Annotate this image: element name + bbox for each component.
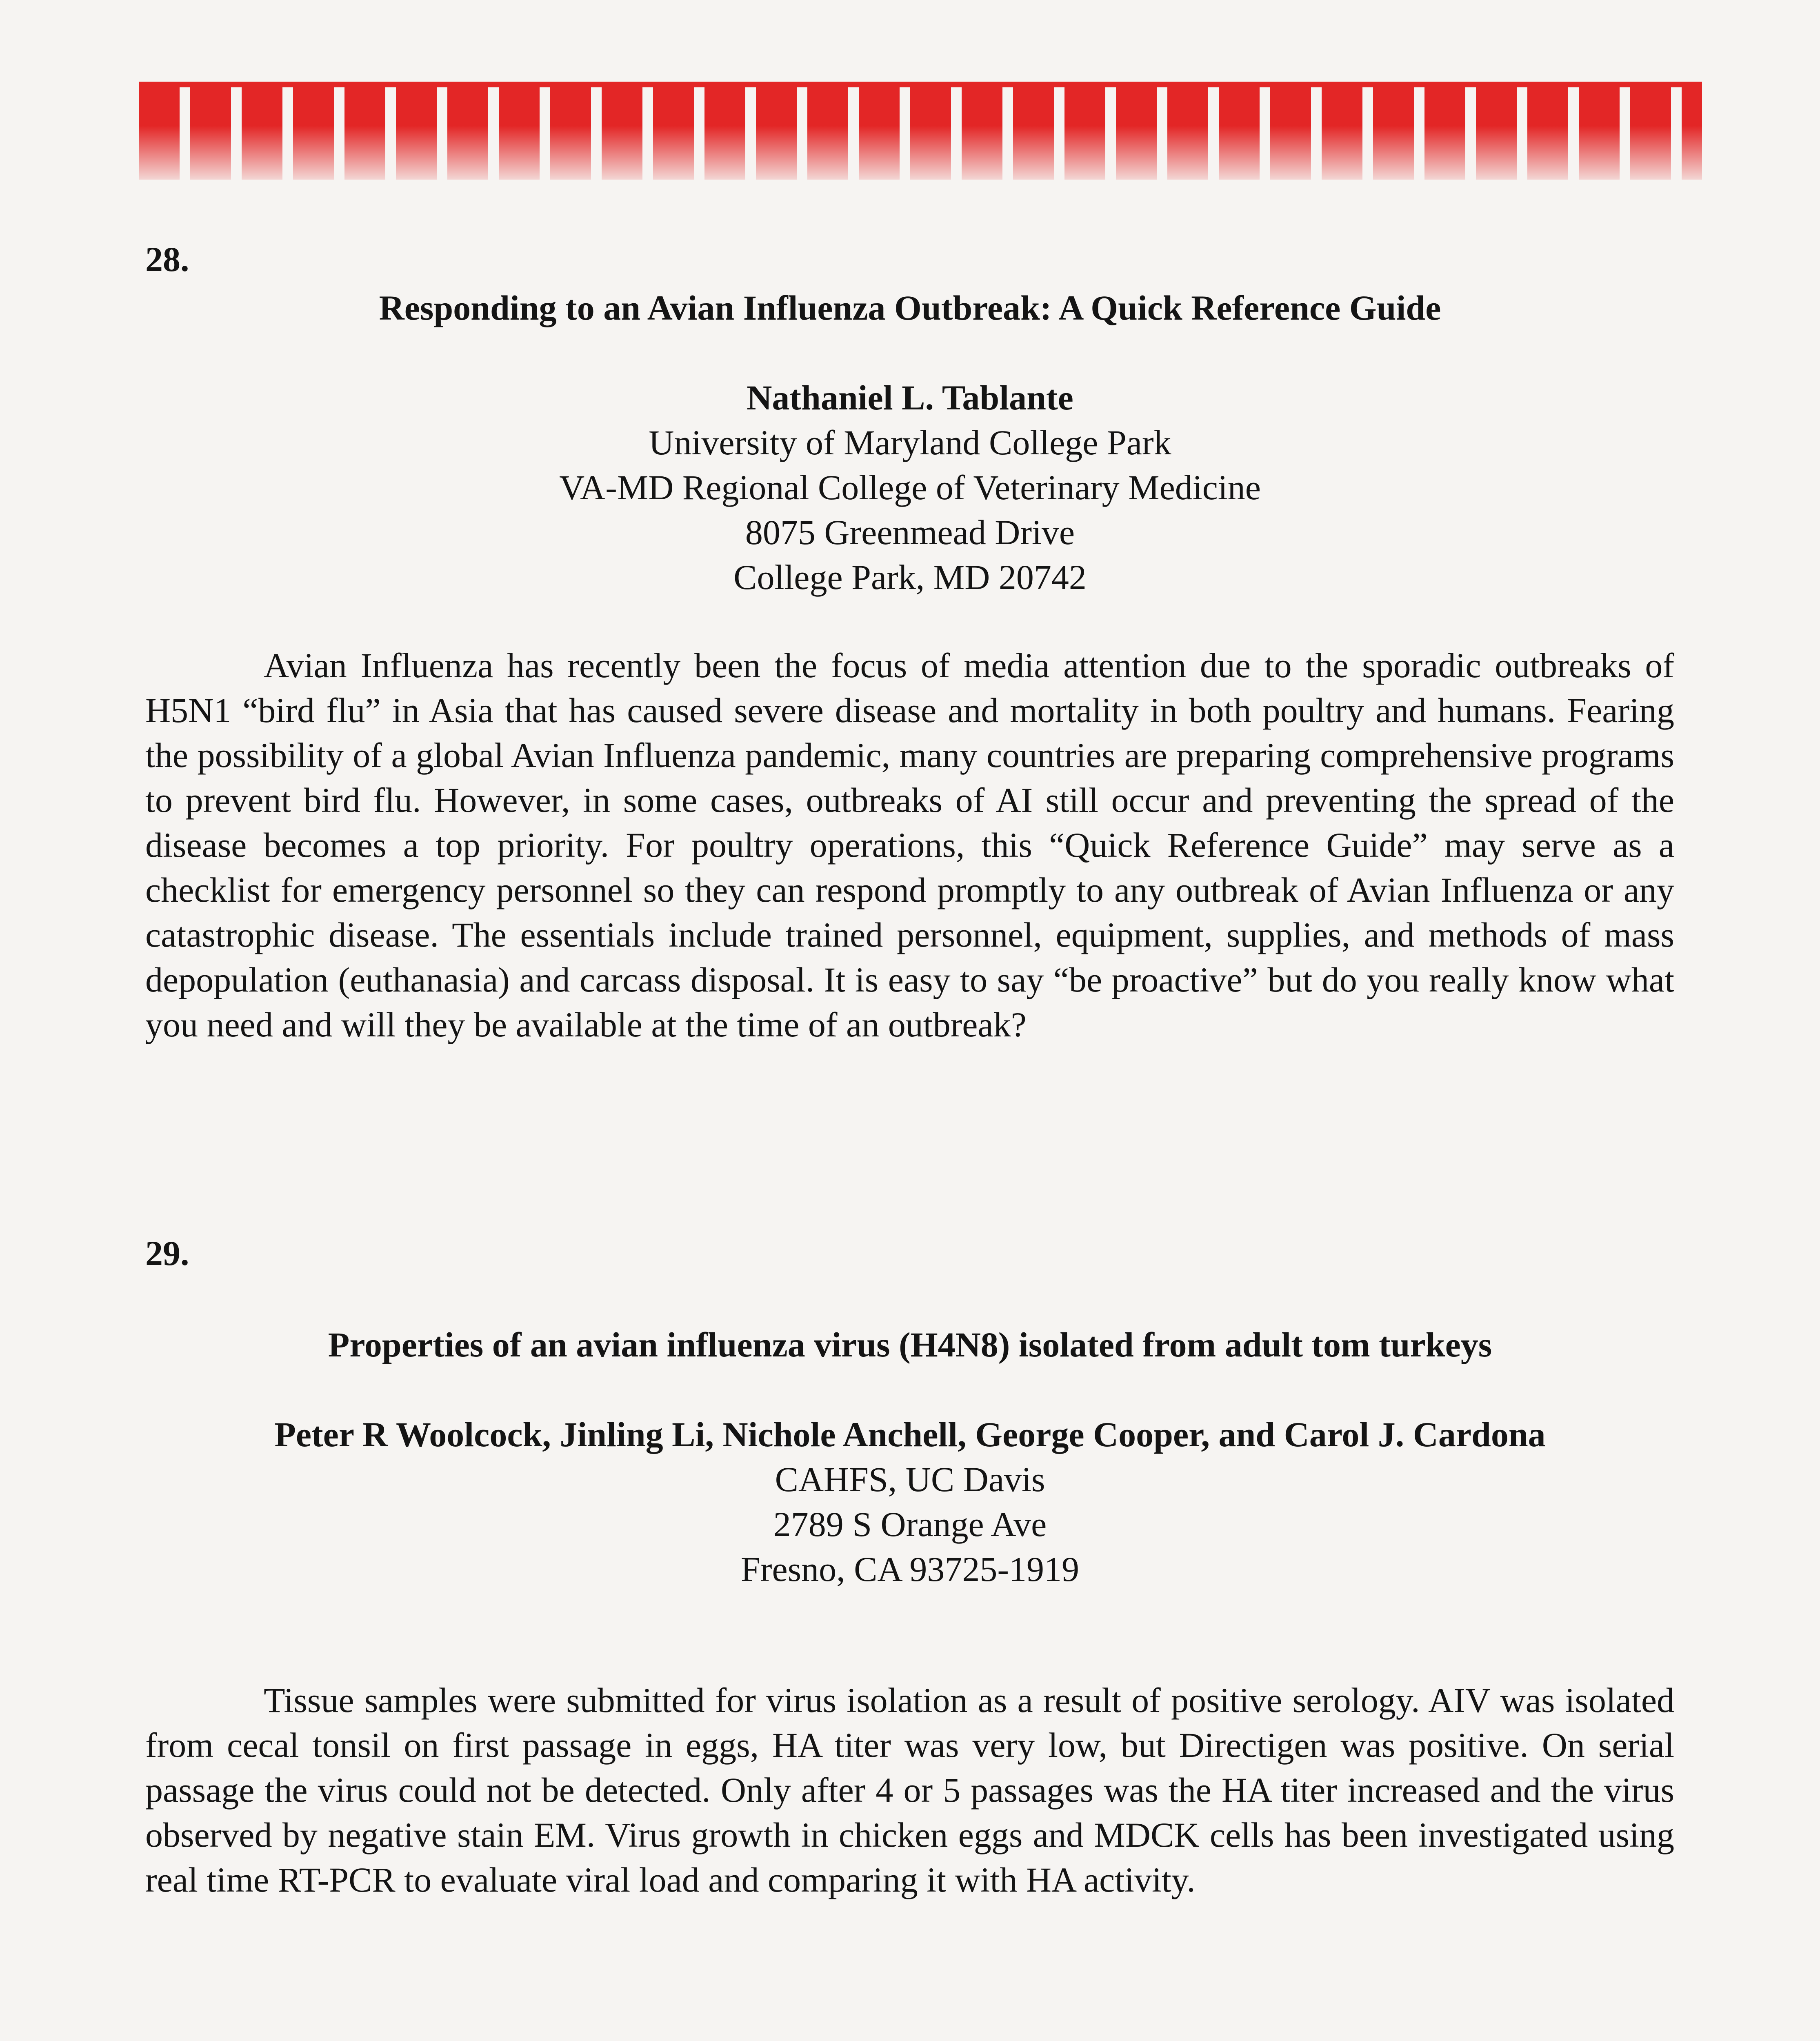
- affiliation-line: University of Maryland College Park: [649, 423, 1171, 462]
- header-banner: [139, 82, 1702, 180]
- abstract-author: Nathaniel L. Tablante: [747, 378, 1073, 417]
- affiliation-line: 8075 Greenmead Drive: [745, 513, 1075, 552]
- abstract-number: 29.: [145, 1234, 189, 1273]
- affiliation-line: College Park, MD 20742: [733, 558, 1087, 597]
- abstract-body: Tissue samples were submitted for virus isolation as a result of positive serology. AIV was isolated from cecal tonsil on first passage in eggs, HA titer was very low, but Directigen was positive. On serial passage the virus could not be detected. Only after 4 or 5 passages was the HA titer increased and the virus observed by negative stain EM. Virus growth in chicken eggs and MDCK cells has been investigated using real time RT-PCR to evaluate viral load and comparing it with HA activity.: [145, 1681, 1674, 1899]
- abstract-number: 28.: [145, 240, 189, 279]
- affiliation-line: VA-MD Regional College of Veterinary Medicine: [559, 468, 1261, 507]
- header-banner-top-rule: [139, 82, 1702, 87]
- affiliation-line: CAHFS, UC Davis: [775, 1460, 1045, 1499]
- abstract-title: Responding to an Avian Influenza Outbreak: A Quick Reference Guide: [379, 288, 1441, 327]
- affiliation-line: Fresno, CA 93725-1919: [741, 1550, 1079, 1589]
- abstract-author: Peter R Woolcock, Jinling Li, Nichole Anchell, George Cooper, and Carol J. Cardona: [274, 1415, 1546, 1454]
- abstract-title: Properties of an avian influenza virus (H4N8) isolated from adult tom turkeys: [328, 1325, 1492, 1364]
- abstract-body: Avian Influenza has recently been the focus of media attention due to the sporadic outbreaks of H5N1 “bird flu” in Asia that has caused severe disease and mortality in both poultry and humans. Fearing the possibility of a global Avian Influenza pandemic, many countries are preparing comprehensive programs to prevent bird flu. However, in some cases, outbreaks of AI still occur and preventing the spread of the disease becomes a top priority. For poultry operations, this “Quick Reference Guide” may serve as a checklist for emergency personnel so they can respond promptly to any outbreak of Avian Influenza or any catastrophic disease. The essentials include trained personnel, equipment, supplies, and methods of mass depopulation (euthanasia) and carcass disposal. It is easy to say “be proactive” but do you really know what you need and will they be available at the time of an outbreak?: [145, 646, 1674, 1044]
- affiliation-line: 2789 S Orange Ave: [773, 1505, 1047, 1544]
